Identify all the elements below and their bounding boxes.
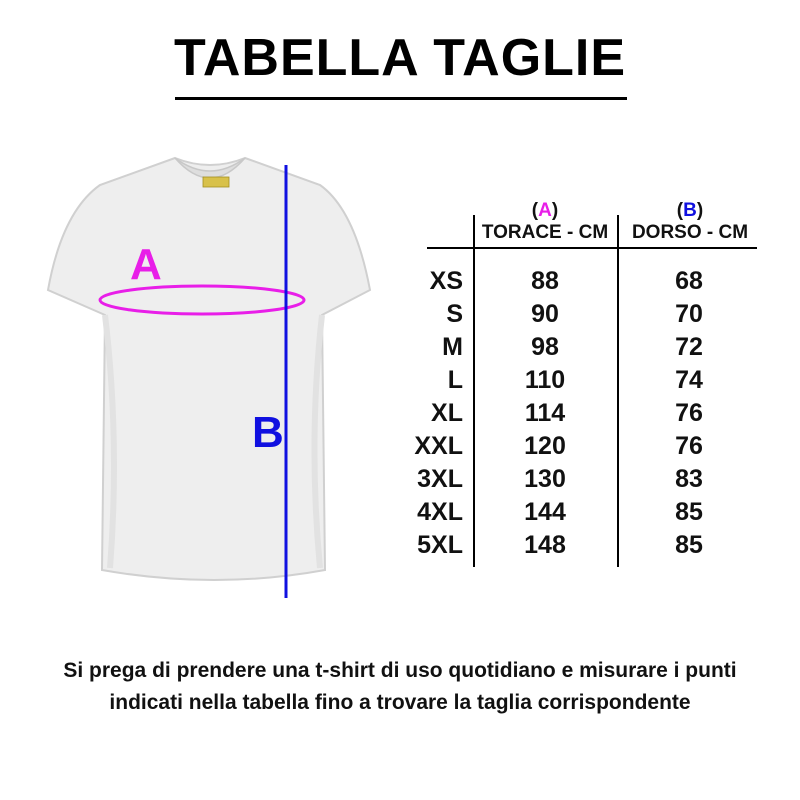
dorso-cell: 83: [675, 465, 703, 493]
torace-cell: 148: [524, 531, 566, 559]
torace-cell: 144: [524, 498, 566, 526]
header-torace-mark: (A): [531, 200, 559, 221]
size-cell: 5XL: [417, 531, 463, 559]
tshirt-body: [48, 158, 370, 580]
table-row: [405, 496, 765, 529]
chest-label-a: A: [130, 240, 162, 289]
tshirt-illustration: [40, 150, 380, 610]
title-underline: [175, 97, 627, 100]
torace-cell: 110: [524, 366, 566, 394]
dorso-cell: 72: [675, 333, 703, 361]
table-row: [405, 463, 765, 496]
measurement-instructions: [0, 655, 800, 719]
header-dorso-label: DORSO - CM: [631, 222, 749, 243]
torace-cell: 90: [531, 300, 559, 328]
tshirt-diagram: [40, 150, 380, 610]
header-torace-label: TORACE - CM: [481, 222, 609, 243]
size-table: [405, 195, 765, 575]
dorso-cell: 68: [675, 267, 703, 295]
size-cell: 3XL: [417, 465, 463, 493]
tshirt-brand-label: [203, 177, 229, 187]
dorso-cell: 76: [675, 432, 703, 460]
size-cell: M: [442, 333, 463, 361]
table-row: [405, 397, 765, 430]
torace-cell: 98: [531, 333, 559, 361]
size-cell: XL: [431, 399, 463, 427]
table-row: [405, 529, 765, 562]
dorso-cell: 76: [675, 399, 703, 427]
size-cell: XS: [429, 267, 463, 295]
table-row: [405, 298, 765, 331]
table-row: [405, 331, 765, 364]
table-row: [405, 364, 765, 397]
size-cell: S: [446, 300, 463, 328]
back-label-b: B: [252, 408, 284, 457]
header-dorso-mark: (B): [676, 200, 704, 221]
torace-cell: 88: [531, 267, 559, 295]
table-row: [405, 430, 765, 463]
table-header-divider: [427, 247, 757, 249]
dorso-cell: 85: [675, 498, 703, 526]
table-row: [405, 265, 765, 298]
dorso-cell: 70: [675, 300, 703, 328]
dorso-cell: 85: [675, 531, 703, 559]
dorso-cell: 74: [675, 366, 703, 394]
torace-cell: 114: [524, 399, 566, 427]
instructions-line-1: Si prega di prendere una t-shirt di uso quotidiano e misurare i punti: [63, 659, 737, 682]
header-torace: [475, 200, 615, 244]
header-dorso: [620, 200, 760, 244]
instructions-line-2: indicati nella tabella fino a trovare la taglia corrispondente: [109, 691, 691, 714]
header-dorso-letter: B: [683, 200, 697, 221]
torace-cell: 120: [524, 432, 566, 460]
size-cell: 4XL: [417, 498, 463, 526]
size-cell: XXL: [414, 432, 463, 460]
size-cell: L: [447, 366, 463, 394]
page-title: TABELLA TAGLIE: [173, 29, 627, 87]
torace-cell: 130: [524, 465, 566, 493]
header-torace-letter: A: [538, 200, 552, 221]
